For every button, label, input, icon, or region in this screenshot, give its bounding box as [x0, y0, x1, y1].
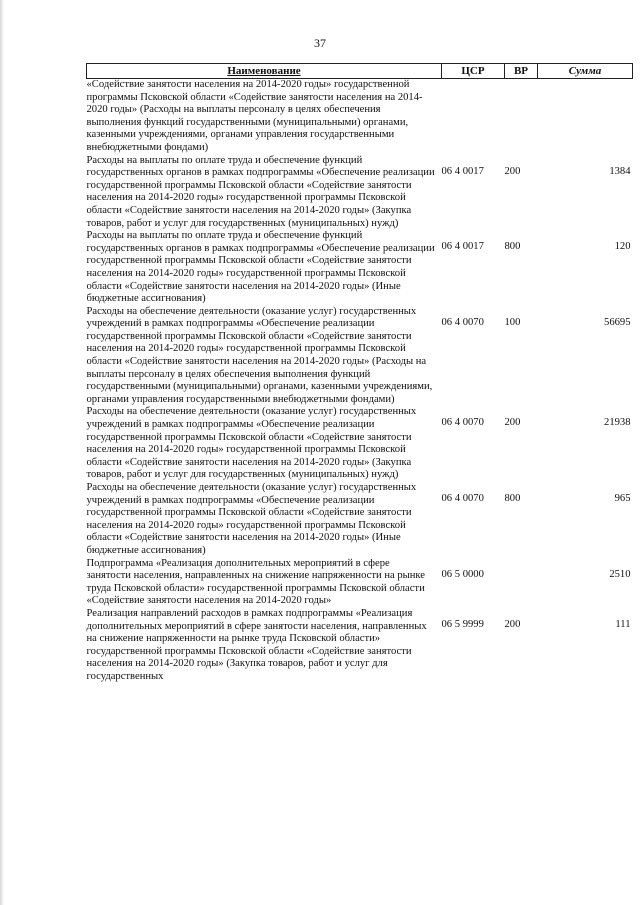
row-sum: 1384 — [609, 165, 631, 177]
header-sum: Сумма — [538, 64, 633, 79]
table-header-row — [87, 64, 633, 79]
table-row — [87, 406, 633, 482]
budget-table — [86, 63, 633, 684]
row-csr: 06 5 0000 — [441, 568, 484, 580]
row-sum: 21938 — [604, 417, 631, 429]
row-vr — [505, 79, 538, 155]
row-vr — [505, 558, 538, 608]
table-row — [87, 306, 633, 407]
row-sum: 965 — [614, 493, 631, 504]
page-number: 37 — [314, 36, 326, 50]
table-row — [87, 79, 633, 155]
row-vr: 800 — [504, 493, 521, 504]
row-sum: 120 — [614, 241, 631, 253]
row-csr: 06 4 0017 — [441, 241, 484, 253]
row-sum: 111 — [615, 618, 631, 630]
header-name: Наименование — [87, 64, 442, 79]
row-csr: 06 4 0070 — [441, 417, 484, 429]
header-csr: ЦСР — [442, 64, 505, 79]
table-row — [87, 155, 633, 231]
row-name: Расходы на обеспечение деятельности (оказание услуг) государственных учреждений в рамках подпрограммы «Обеспечение реализации государственной программы Псковской области «Содействие занятости населения на 2014-2020 годы» государственной программы Псковской области «Содействие занятости населения на 2014-2020 годы» (Закупка товаров, работ и услуг для государственных (муниципальных) нужд) — [86, 406, 417, 481]
row-vr: 200 — [504, 417, 521, 429]
header-vr: ВР — [505, 64, 538, 79]
page-edge-shadow — [0, 0, 4, 905]
row-csr: 06 4 0017 — [441, 165, 484, 177]
row-csr: 06 5 9999 — [441, 618, 484, 630]
row-sum: 56695 — [604, 316, 631, 328]
row-csr: 06 4 0070 — [441, 316, 484, 328]
row-sum — [538, 79, 633, 155]
row-vr: 200 — [504, 618, 521, 630]
row-name: Реализация направлений расходов в рамках подпрограммы «Реализация дополнительных мероприятий в сфере занятости населения, направленных на снижение напряженности на рынке труда Псковской области» государственной программы Псковской области «Содействие занятости населения на 2014-2020 годы» (Закупка товаров, работ и услуг для государственных — [86, 607, 427, 682]
table-row — [87, 558, 633, 608]
row-name: Расходы на обеспечение деятельности (оказание услуг) государственных учреждений в рамках подпрограммы «Обеспечение реализации государственной программы Псковской области «Содействие занятости населения на 2014-2020 годы» государственной программы Псковской области «Содействие занятости населения на 2014-2020 годы» (Иные бюджетные ассигнования) — [86, 482, 417, 556]
row-vr: 100 — [504, 316, 521, 328]
row-sum: 2510 — [609, 568, 631, 580]
row-name: Расходы на выплаты по оплате труда и обеспечение функций государственных органов в рамках подпрограммы «Обеспечение реализации государственной программы Псковской области «Содействие занятости населения на 2014-2020 годы» государственной программы Псковской области «Содействие занятости населения на 2014-2020 годы» (Иные бюджетные ассигнования) — [86, 230, 435, 305]
table-row — [87, 482, 633, 558]
row-csr — [442, 79, 505, 155]
row-name: Расходы на выплаты по оплате труда и обеспечение функций государственных органов в рамках подпрограммы «Обеспечение реализации государственной программы Псковской области «Содействие занятости населения на 2014-2020 годы» государственной программы Псковской области «Содействие занятости населения на 2014-2020 годы» (Закупка товаров, работ и услуг для государственных (муниципальных) нужд) — [86, 154, 435, 229]
row-name: Расходы на обеспечение деятельности (оказание услуг) государственных учреждений в рамках подпрограммы «Обеспечение реализации государственной программы Псковской области «Содействие занятости населения на 2014-2020 годы» государственной программы Псковской области «Содействие занятости населения на 2014-2020 годы» (Расходы на выплаты персоналу в целях обеспечения выполнения функций государственными (муниципальными) органами, казенными учреждениями, органами управления государственными внебюджетными фондами) — [86, 305, 433, 405]
row-vr: 800 — [504, 241, 521, 253]
row-csr: 06 4 0070 — [441, 493, 484, 504]
row-name: «Содействие занятости населения на 2014-2020 годы» государственной программы Псковской области «Содействие занятости населения на 2014-2020 годы» (Расходы на выплаты персоналу в целях обеспечения выполнения функций государственными (муниципальными) органами, казенными учреждениями, органами управления государственными внебюджетными фондами) — [86, 79, 423, 153]
row-name: Подпрограмма «Реализация дополнительных мероприятий в сфере занятости населения, направленных на снижение напряженности на рынке труда Псковской области» государственной программы Псковской области «Содействие занятости населения на 2014-2020 годы» — [86, 557, 426, 607]
row-vr: 200 — [504, 165, 521, 177]
table-row — [87, 608, 633, 684]
table-row — [87, 230, 633, 306]
